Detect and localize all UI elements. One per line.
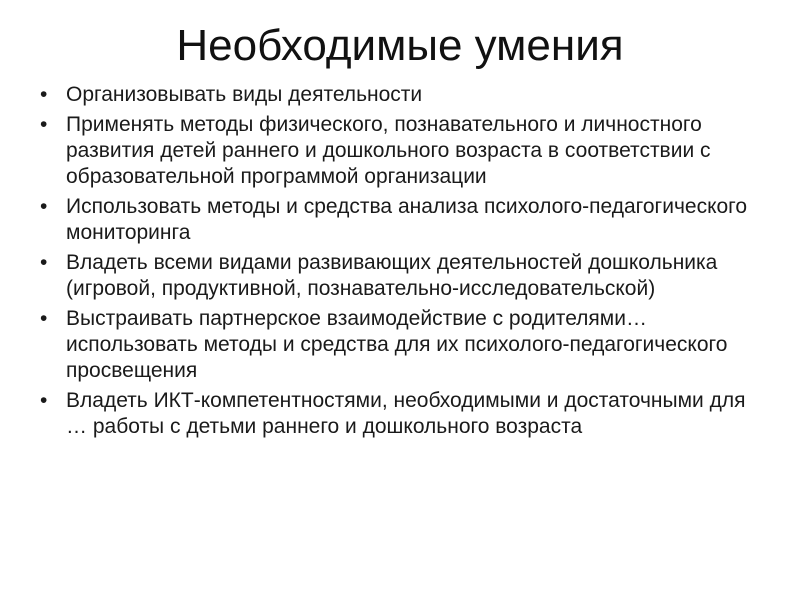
bullet-dot-icon: •	[40, 195, 48, 218]
bullet-dot-icon: •	[40, 251, 48, 274]
bullet-item	[38, 82, 758, 108]
slide-title: Необходимые умения	[176, 21, 624, 70]
bullet-text: Владеть ИКТ-компетентностями, необходимыми и достаточными для … работы с детьми раннего и дошкольного возраста	[66, 389, 746, 438]
bullet-item	[38, 306, 758, 384]
bullet-text: Использовать методы и средства анализа психолого-педагогического мониторинга	[66, 195, 748, 244]
bullet-dot-icon: •	[40, 389, 48, 412]
bullet-item	[38, 194, 758, 246]
bullet-text: Выстраивать партнерское взаимодействие с родителями…использовать методы и средства для их психолого-педагогического просвещения	[66, 307, 728, 382]
bullet-item	[38, 388, 758, 440]
bullet-dot-icon: •	[40, 113, 48, 136]
bullet-dot-icon: •	[40, 307, 48, 330]
bullet-text: Организовывать виды деятельности	[66, 83, 423, 106]
bullet-text: Владеть всеми видами развивающих деятельностей дошкольника (игровой, продуктивной, познавательно-исследовательской)	[66, 251, 718, 300]
bullet-item	[38, 250, 758, 302]
bullet-text: Применять методы физического, познавательного и личностного развития детей раннего и дошкольного возраста в соответствии с образовательной программой организации	[66, 113, 711, 188]
bullet-item	[38, 112, 758, 190]
bullet-list	[38, 82, 758, 444]
bullet-dot-icon: •	[40, 83, 48, 106]
